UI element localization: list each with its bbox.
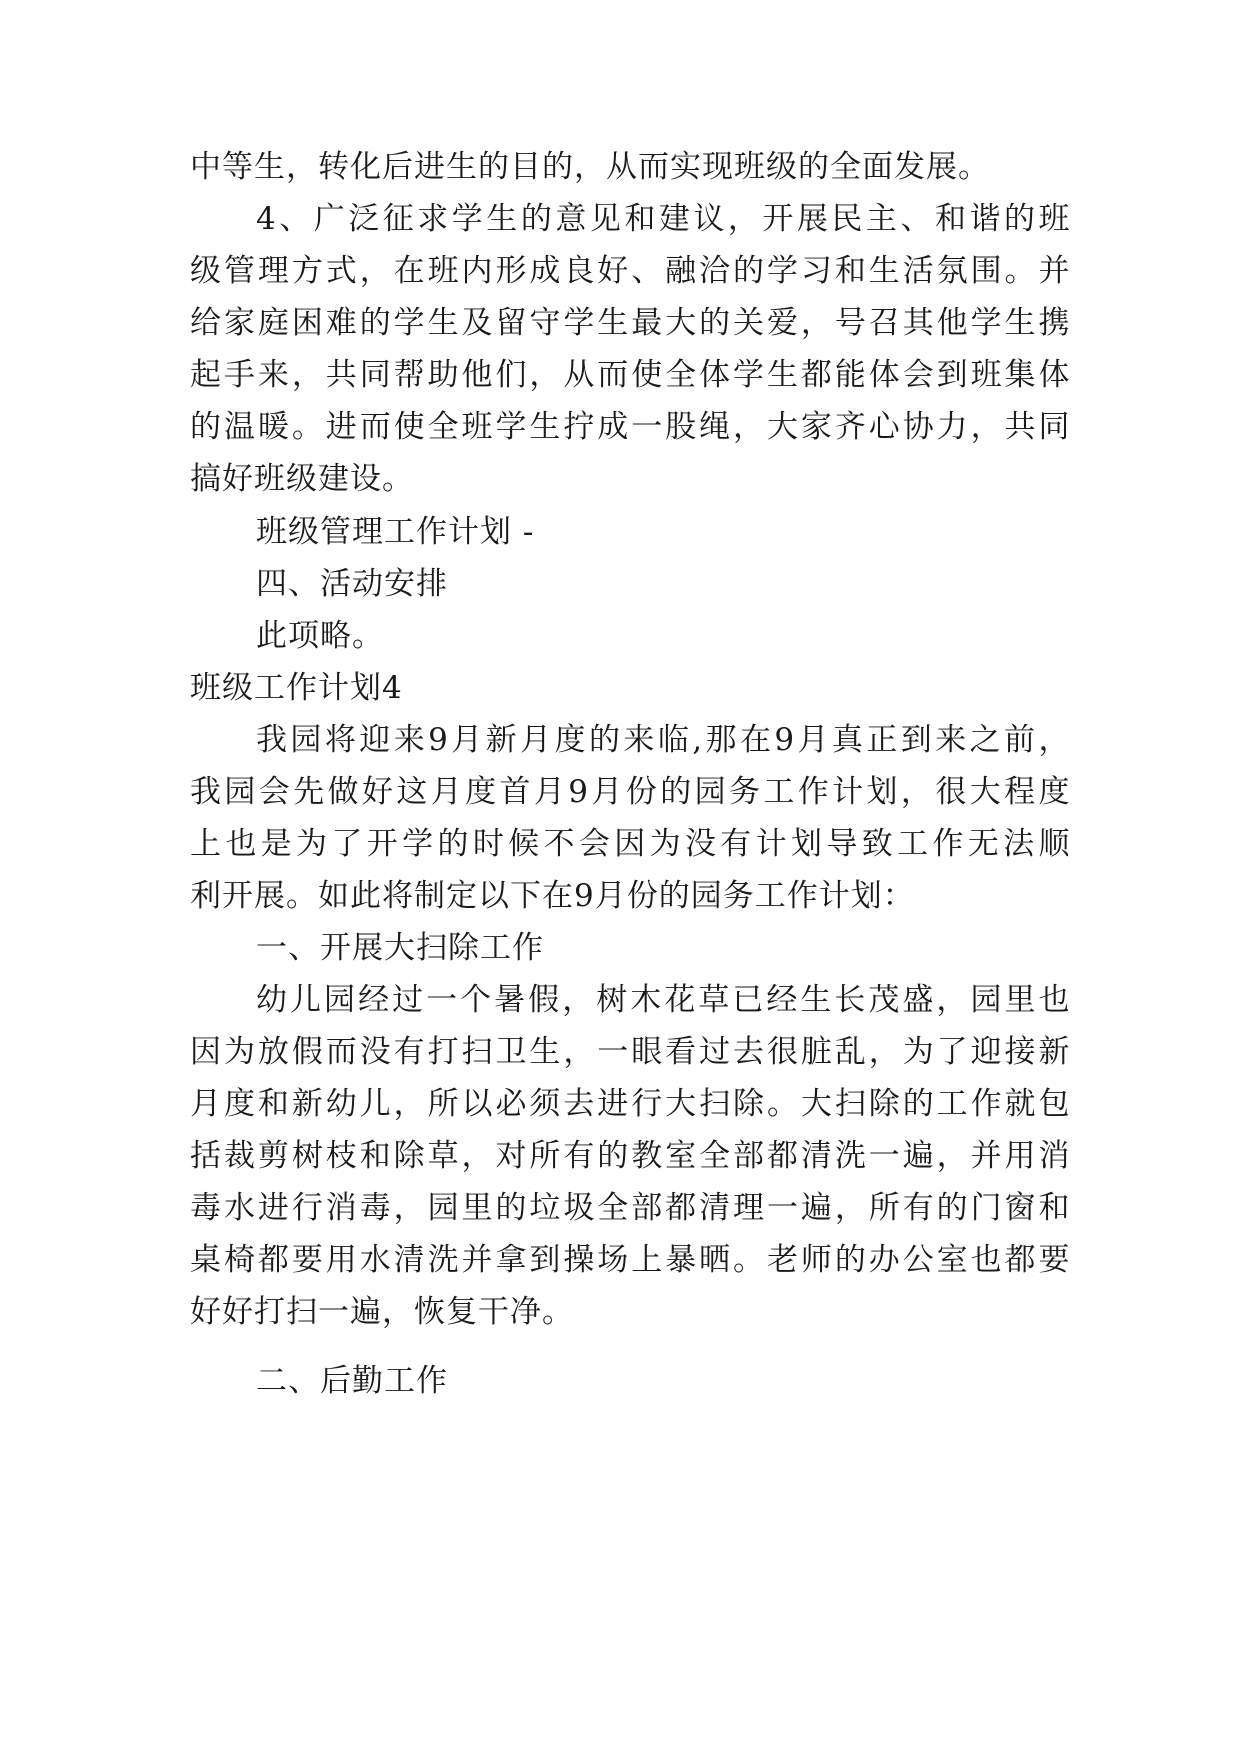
- paragraph-line: 级管理方式，在班内形成良好、融洽的学习和生活氛围。并: [190, 253, 1070, 289]
- paragraph-line: 搞好班级建设。: [190, 461, 414, 497]
- section-heading: 四、活动安排: [256, 566, 448, 602]
- paragraph-line: 括裁剪树枝和除草，对所有的教室全部都清洗一遍，并用消: [190, 1138, 1070, 1174]
- section-heading: 一、开展大扫除工作: [256, 930, 544, 966]
- section-heading: 二、后勤工作: [256, 1363, 448, 1399]
- paragraph-line: 幼儿园经过一个暑假，树木花草已经生长茂盛，园里也: [256, 982, 1070, 1018]
- paragraph-line: 月度和新幼儿，所以必须去进行大扫除。大扫除的工作就包: [190, 1086, 1070, 1122]
- paragraph-line: 4、广泛征求学生的意见和建议，开展民主、和谐的班: [256, 201, 1070, 237]
- paragraph-line: 因为放假而没有打扫卫生，一眼看过去很脏乱，为了迎接新: [190, 1034, 1070, 1070]
- section-heading: 班级管理工作计划 -: [256, 514, 535, 550]
- paragraph-line: 上也是为了开学的时候不会因为没有计划导致工作无法顺: [190, 826, 1070, 862]
- paragraph-line: 的温暖。进而使全班学生拧成一股绳，大家齐心协力，共同: [190, 409, 1070, 445]
- paragraph-line: 起手来，共同帮助他们，从而使全体学生都能体会到班集体: [190, 357, 1070, 393]
- paragraph-line: 我园将迎来9月新月度的来临,那在9月真正到来之前，: [256, 722, 1070, 758]
- paragraph-line: 给家庭困难的学生及留守学生最大的关爱，号召其他学生携: [190, 305, 1070, 341]
- paragraph-line: 此项略。: [256, 618, 384, 654]
- paragraph-line: 利开展。如此将制定以下在9月份的园务工作计划：: [190, 878, 915, 914]
- paragraph-line: 好好打扫一遍，恢复干净。: [190, 1294, 574, 1330]
- paragraph-line: 桌椅都要用水清洗并拿到操场上暴晒。老师的办公室也都要: [190, 1242, 1070, 1278]
- paragraph-line: 毒水进行消毒，园里的垃圾全部都清理一遍，所有的门窗和: [190, 1190, 1070, 1226]
- document-title: 班级工作计划4: [190, 670, 403, 706]
- paragraph-line: 我园会先做好这月度首月9月份的园务工作计划，很大程度: [190, 774, 1070, 810]
- paragraph-line: 中等生，转化后进生的目的，从而实现班级的全面发展。: [190, 149, 990, 185]
